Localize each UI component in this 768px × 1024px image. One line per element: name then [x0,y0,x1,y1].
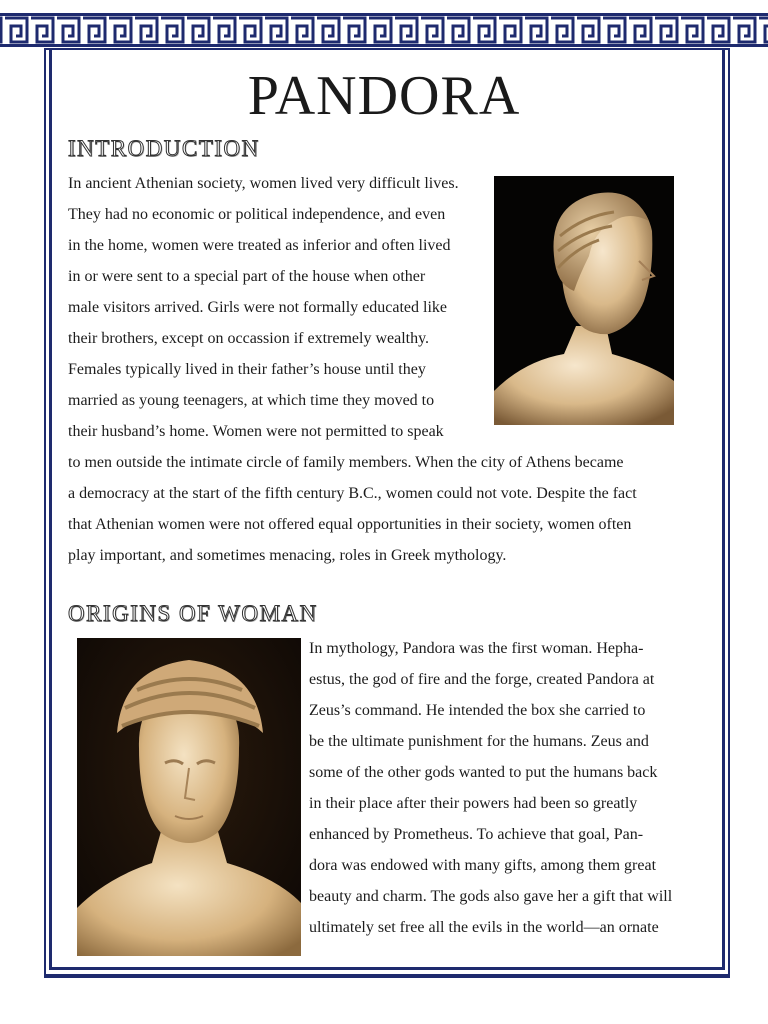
text-line: In mythology, Pandora was the first woman. Hepha- [309,640,644,657]
text-line: estus, the god of fire and the forge, created Pandora at [309,671,655,688]
page-frame-bottom-rule [44,976,730,978]
text-line: They had no economic or political independence, and even [68,206,446,223]
text-line: their brothers, except on occassion if extremely wealthy. [68,330,430,347]
greek-key-border [0,12,768,48]
text-line: dora was endowed with many gifts, among them great [309,857,657,874]
text-line: in or were sent to a special part of the house when other [68,268,426,285]
text-line: In ancient Athenian society, women lived very difficult lives. [68,175,459,192]
text-line: enhanced by Prometheus. To achieve that goal, Pan- [309,826,644,843]
page-title: PANDORA [247,65,521,127]
text-line: some of the other gods wanted to put the humans back [309,764,658,781]
text-line: play important, and sometimes menacing, roles in Greek mythology. [68,547,507,564]
marble-bust-frontal-image [77,638,301,956]
text-line: be the ultimate punishment for the humans. Zeus and [309,733,649,750]
text-line: beauty and charm. The gods also gave her a gift that will [309,888,673,905]
text-line: that Athenian women were not offered equal opportunities in their society, women often [68,516,632,533]
origins-text [309,633,672,943]
text-line: in the home, women were treated as inferior and often lived [68,237,451,254]
text-line: to men outside the intimate circle of family members. When the city of Athens became [68,454,624,471]
text-line: male visitors arrived. Girls were not formally educated like [68,299,447,316]
text-line: ultimately set free all the evils in the world—an ornate [309,919,659,936]
text-line: a democracy at the start of the fifth century B.C., women could not vote. Despite the fact [68,485,637,502]
introduction-heading: INTRODUCTION [68,136,260,161]
text-line: married as young teenagers, at which time they moved to [68,392,435,409]
origins-heading: ORIGINS OF WOMAN [68,601,318,626]
text-line: in their place after their powers had been so greatly [309,795,638,812]
text-line: their husband’s home. Women were not permitted to speak [68,423,444,440]
introduction-text [68,168,637,571]
text-line: Zeus’s command. He intended the box she carried to [309,702,646,719]
text-line: Females typically lived in their father’s house until they [68,361,426,378]
